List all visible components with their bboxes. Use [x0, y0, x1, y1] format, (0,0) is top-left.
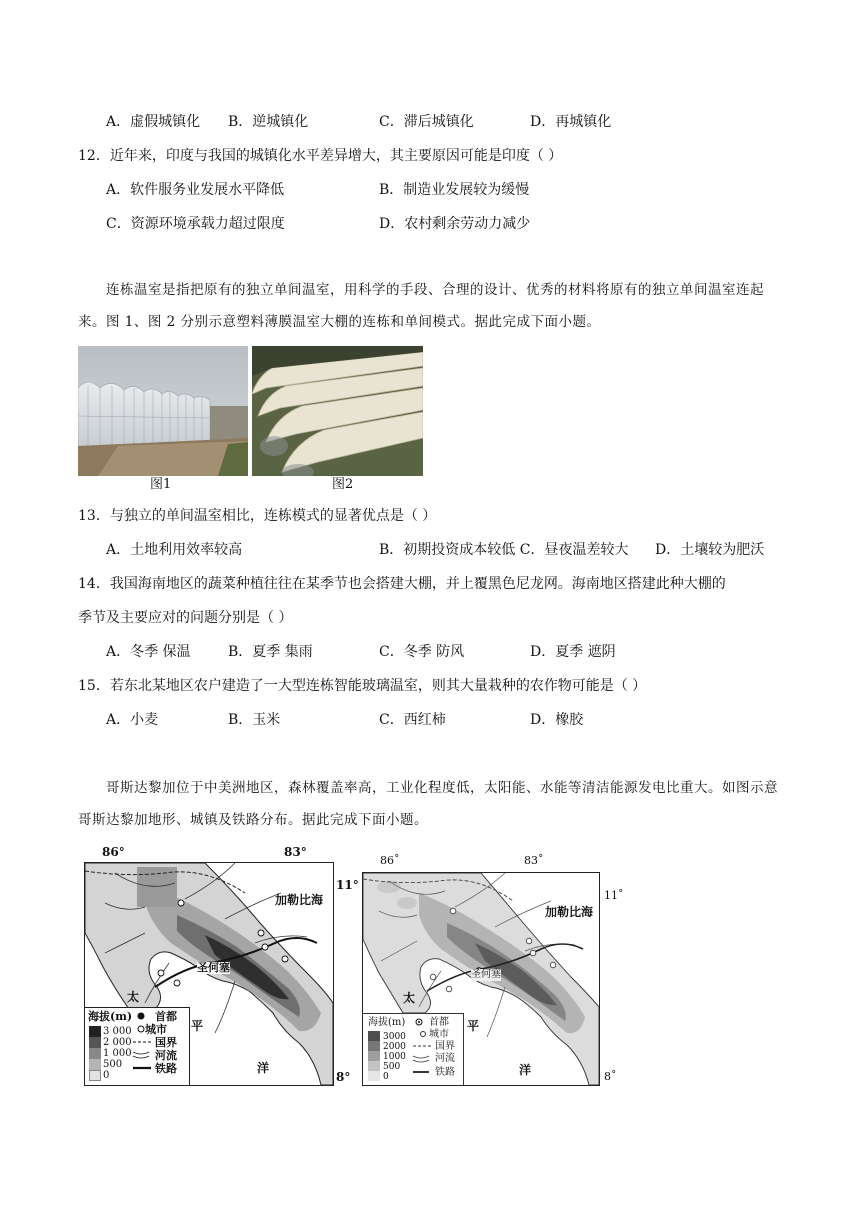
right-legend-railway: 铁路 [435, 1067, 455, 1078]
left-legend-0: 0 [103, 1070, 110, 1081]
figure1-photo [78, 346, 248, 476]
q13-option-d: D．土壤较为肥沃 [655, 542, 765, 558]
q12-option-d: D．农村剩余劳动力减少 [379, 216, 531, 232]
left-map-pacific-1: 太 [127, 990, 140, 1004]
q13-option-a: A．土地利用效率较高 [106, 542, 243, 558]
q11-option-a: A．虚假城镇化 [106, 114, 201, 130]
left-map-capital-label: 圣何塞 [197, 961, 230, 974]
q12-option-a: A．软件服务业发展水平降低 [106, 182, 285, 198]
q15-stem: 15．若东北某地区农户建造了一大型连栋智能玻璃温室，则其大量栽种的农作物可能是（ ） [78, 678, 647, 694]
left-map [84, 862, 334, 1086]
q13-option-bc: B．初期投资成本较低 C．昼夜温差较大 [379, 542, 629, 558]
right-legend-2000: 2000 [383, 1042, 406, 1052]
left-map-lon-86: 86° [102, 845, 125, 859]
q15-option-c: C．西红柿 [379, 712, 446, 728]
right-map-caribbean-label: 加勒比海 [545, 905, 594, 919]
q15-option-a: A．小麦 [106, 712, 159, 728]
q12-option-b: B．制造业发展较为缓慢 [379, 182, 530, 198]
left-legend-2000: 2 000 [103, 1037, 132, 1048]
left-legend-500: 500 [103, 1059, 123, 1070]
right-map-lat-11: 11˚ [604, 889, 624, 902]
q11-option-b: B．逆城镇化 [228, 114, 309, 130]
passage-costa-rica [78, 772, 784, 836]
right-legend-500: 500 [383, 1062, 401, 1072]
right-legend-river: 河流 [435, 1053, 455, 1064]
left-map-lat-8: 8° [336, 1070, 351, 1084]
q15-option-d: D．橡胶 [530, 712, 584, 728]
passage-costa-rica-text: 哥斯达黎加位于中美洲地区，森林覆盖率高，工业化程度低，太阳能、水能等清洁能源发电比重大。如图示意哥斯达黎加地形、城镇及铁路分布。据此完成下面小题。 [78, 780, 778, 828]
passage-greenhouse-text: 连栋温室是指把原有的独立单间温室，用科学的手段、合理的设计、优秀的材料将原有的独立单间温室连起来。图 1、图 2 分别示意塑料薄膜温室大棚的连栋和单间模式。据此完成下面小题。 [78, 282, 764, 330]
left-map-lat-11: 11° [336, 878, 359, 892]
q14-option-b: B．夏季 集雨 [228, 644, 313, 660]
left-legend-river: 河流 [155, 1049, 177, 1062]
q13-stem: 13．与独立的单间温室相比，连栋模式的显著优点是（ ） [78, 508, 437, 524]
q11-option-c: C．滞后城镇化 [379, 114, 474, 130]
left-legend-3000: 3 000 [103, 1026, 132, 1037]
right-map-pacific-2: 平 [467, 1019, 480, 1033]
right-legend-city: 城市 [429, 1029, 449, 1040]
left-map-lon-83: 83° [284, 845, 307, 859]
right-map-pacific-3: 洋 [519, 1063, 532, 1077]
left-map-caribbean-label: 加勒比海 [275, 893, 324, 907]
q14-option-d: D．夏季 遮阴 [530, 644, 616, 660]
right-map-lat-8: 8˚ [604, 1070, 617, 1083]
right-map-legend [363, 1013, 464, 1086]
q12-option-c: C．资源环境承载力超过限度 [106, 216, 285, 232]
q14-stem-line1: 14．我国海南地区的蔬菜种植往往在某季节也会搭建大棚，并上覆黑色尼龙网。海南地区搭建此种大棚的 [78, 576, 726, 592]
right-legend-capital: 首都 [429, 1017, 449, 1028]
right-legend-0: 0 [383, 1072, 389, 1082]
right-map-capital-label: 圣何塞 [471, 969, 501, 980]
left-map-legend [85, 1007, 190, 1086]
left-legend-border: 国界 [155, 1036, 177, 1049]
right-map [362, 872, 600, 1086]
q15-option-b: B．玉米 [228, 712, 281, 728]
left-map-pacific-2: 平 [191, 1019, 204, 1033]
left-legend-capital: 首都 [155, 1010, 177, 1023]
left-legend-title: 海拔(m) [88, 1010, 133, 1023]
right-legend-border: 国界 [435, 1041, 455, 1052]
q11-option-d: D．再城镇化 [530, 114, 612, 130]
right-legend-title: 海拔(m) [368, 1017, 406, 1028]
figure1-caption: 图1 [150, 477, 172, 492]
q14-option-c: C．冬季 防风 [379, 644, 465, 660]
left-legend-railway: 铁路 [155, 1062, 177, 1075]
left-legend-1000: 1 000 [103, 1048, 132, 1059]
right-map-lon-83: 83˚ [524, 854, 544, 867]
q12-stem: 12．近年来，印度与我国的城镇化水平差异增大，其主要原因可能是印度（ ） [78, 148, 563, 164]
right-map-lon-86: 86˚ [380, 854, 400, 867]
right-legend-1000: 1000 [383, 1052, 406, 1062]
passage-greenhouse [78, 274, 784, 338]
q14-stem-line2: 季节及主要应对的问题分别是（ ） [78, 610, 293, 626]
figure2-photo [252, 346, 423, 476]
q14-option-a: A．冬季 保温 [106, 644, 191, 660]
right-map-pacific-1: 太 [403, 991, 416, 1005]
left-legend-city: 城市 [145, 1023, 167, 1036]
left-map-pacific-3: 洋 [257, 1061, 270, 1075]
right-legend-3000: 3000 [383, 1032, 406, 1042]
figure2-caption: 图2 [332, 477, 354, 492]
